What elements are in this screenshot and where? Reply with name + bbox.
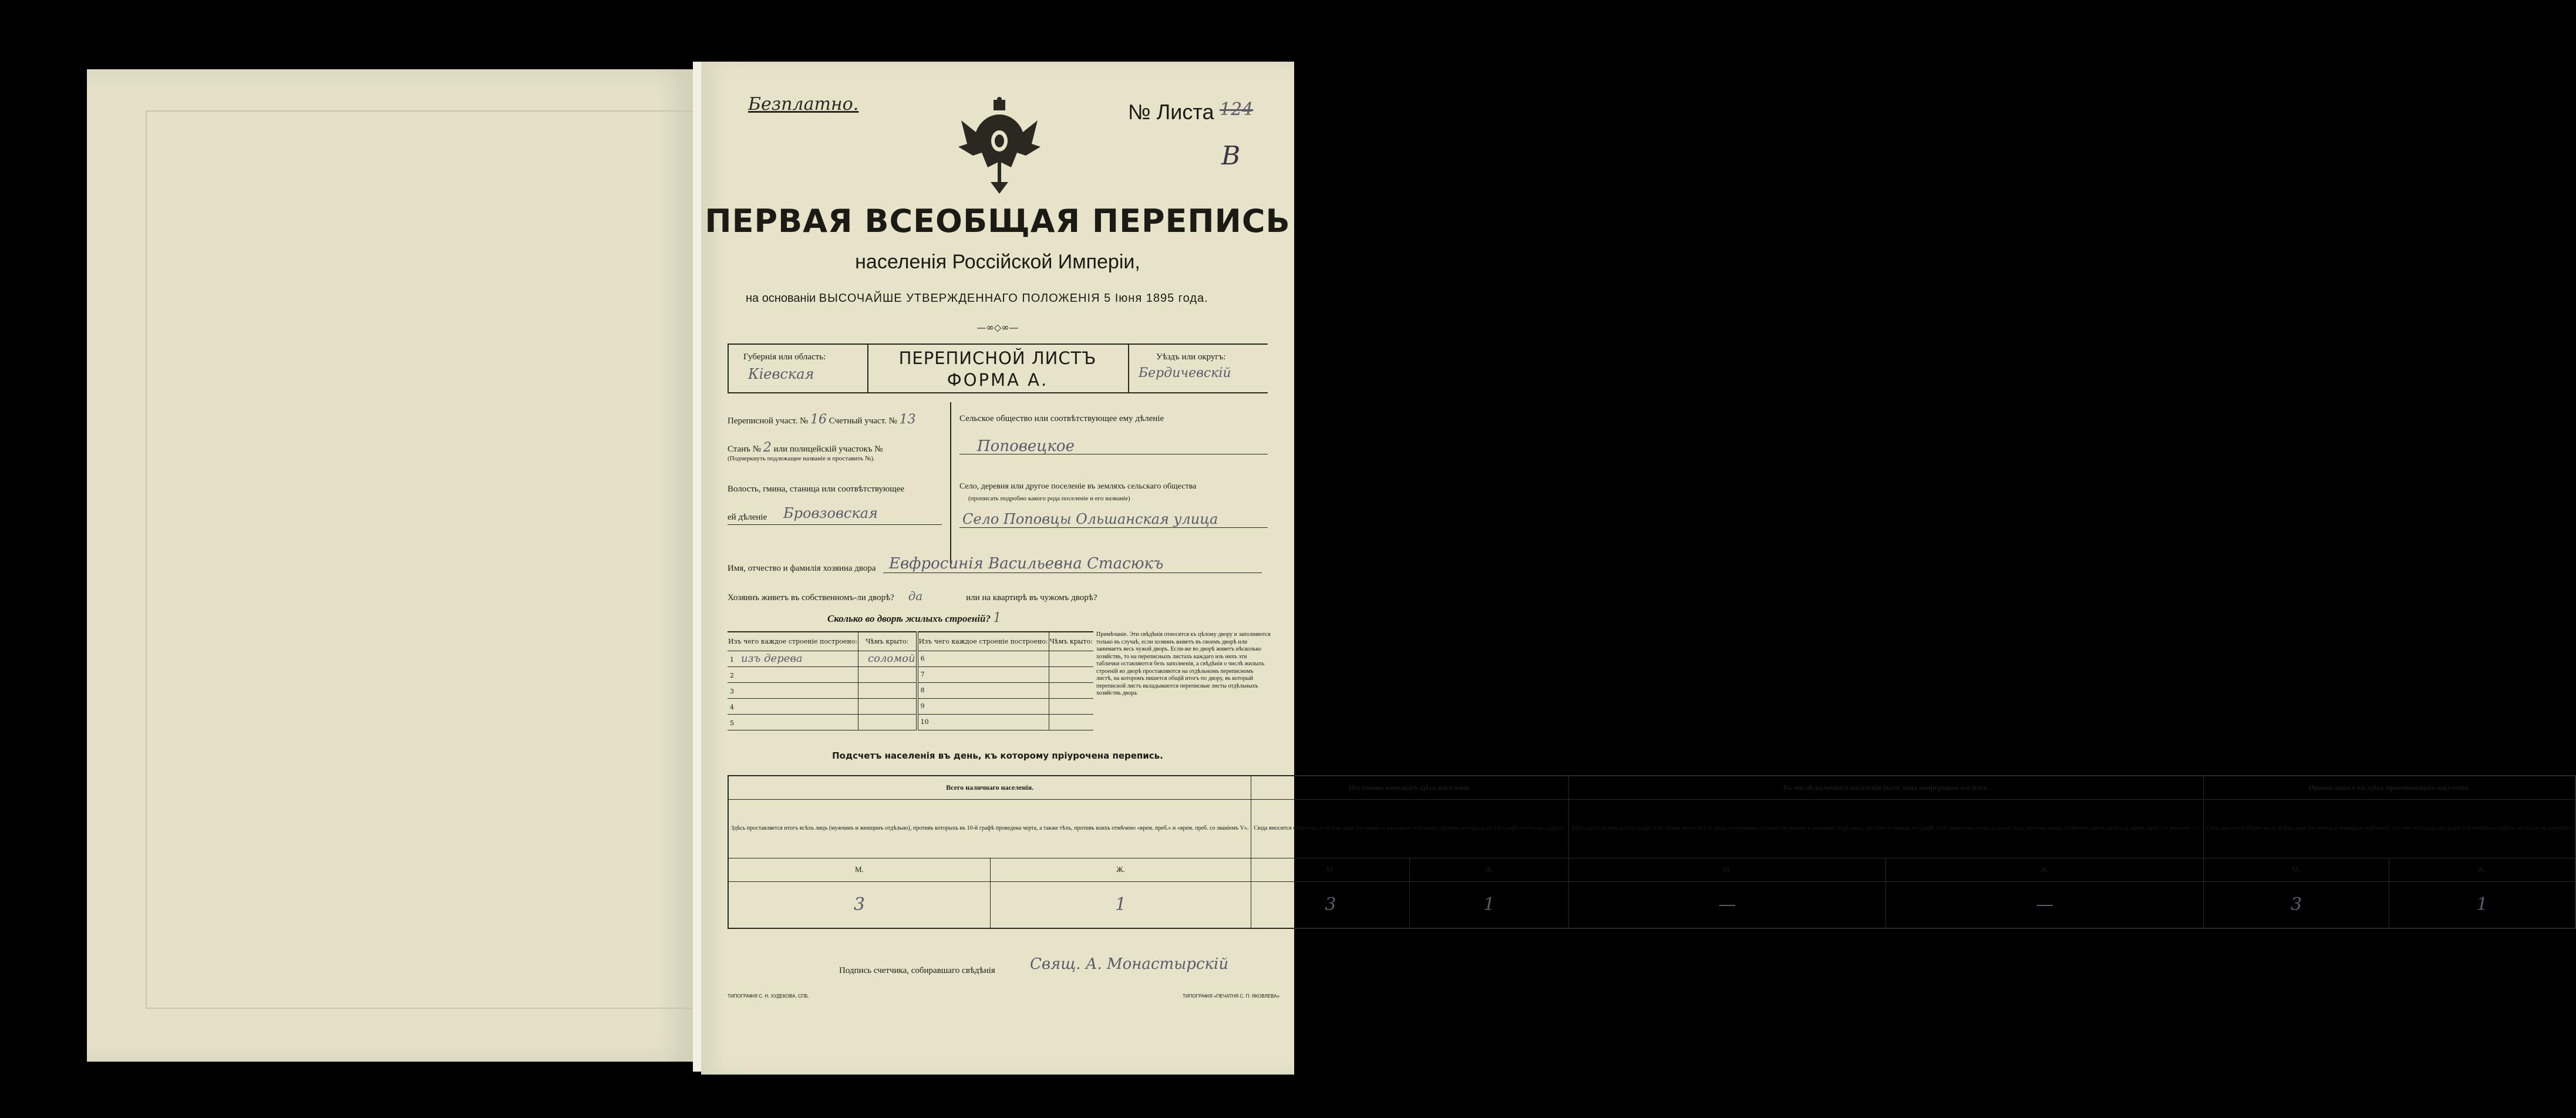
count-group-header: Постоянно живущаго здѣсь населенія.: [1251, 776, 1568, 799]
count-zh-label: Ж.: [2389, 858, 2575, 881]
buildings-cell: [1049, 666, 1093, 682]
buildings-cell: [858, 682, 917, 698]
sheet-number-value: 124: [1220, 99, 1254, 120]
buildings-cell: [728, 666, 858, 682]
count-zh-label: Ж.: [990, 858, 1251, 881]
count-zh-label: Ж.: [1886, 858, 2204, 881]
row-number: 2: [730, 672, 734, 679]
row-number: 6: [920, 655, 925, 662]
count-m-value: 3: [2204, 881, 2389, 928]
owner-label: Имя, отчество и фамилія хозяина двора: [728, 564, 876, 573]
sheet-mark: В: [1221, 141, 1241, 171]
society-label: Сельское общество или соотвѣтствующее ему дѣленіе: [959, 414, 1164, 423]
village-value: Село Поповцы Ольшанская улица: [962, 511, 1218, 527]
book-spine: [693, 62, 701, 1072]
count-group-header: Въ числѣ наличнаго населенія было лицъ непрерывно оселыхъ.: [1568, 776, 2203, 799]
district-label: Уѣздъ или округъ:: [1156, 352, 1226, 362]
buildings-cell: [728, 651, 858, 666]
buildings-cell: [917, 714, 1049, 730]
signature-label: Подпись счетчика, собиравшаго свѣдѣнія: [839, 966, 995, 975]
volost-label-2: ей дѣленіе: [728, 513, 767, 522]
buildings-cell: [1049, 714, 1093, 730]
handwritten-entry: соломой: [868, 652, 915, 665]
buildings-cell: [917, 698, 1049, 714]
buildings-cell: [728, 714, 858, 730]
free-label: Безплатно.: [748, 94, 859, 115]
province-value: Кіевская: [748, 366, 814, 382]
count-m-label: М.: [1251, 858, 1410, 881]
stan-value: 2: [763, 440, 772, 455]
buildings-cell: [917, 666, 1049, 682]
row-number: 10: [920, 718, 929, 726]
row-number: 9: [920, 702, 925, 710]
count-zh-value: 1: [990, 881, 1251, 928]
buildings-row: [728, 698, 1093, 714]
buildings-note: Примѣчаніе. Эти свѣдѣнія относятся къ цѣлому двору и заполняются только въ случаѣ, если хозяинъ живетъ въ своемъ дворѣ или занимаетъ весь чужой дворъ. Если-же во дворѣ живетъ нѣсколько хозяйствъ, то на переписныхъ листахъ каждаго изъ нихъ эти таблички оставляются безъ заполненія, а свѣдѣнія о числѣ жилыхъ строеній во дворѣ проставляются на отдѣльномъ переписномъ листѣ, на которомъ пишется общій итогъ по двору, въ который переписной листъ вкладываются переписные листы отдѣльныхъ хозяйствъ двора.: [1096, 631, 1271, 696]
count-zh-label: Ж.: [1410, 858, 1568, 881]
handwritten-entry: изъ дерева: [741, 652, 803, 665]
sheet-number-label: № Листа: [1128, 100, 1214, 124]
province-label: Губернія или область:: [743, 352, 826, 362]
count-group-desc: Здѣсь проставляется (изъ графы 6-й) общее число всѣхъ лицъ непрерывно оселыхъ (мужчинъ и женщинъ отдѣльно), противъ которыхъ въ графѣ 10-й проведена черта, а также тѣхъ, противъ коихъ отмѣчено «врем. преб.» и «врем. преб. со званіемъ V».: [1568, 799, 2203, 858]
buildings-cell: [917, 682, 1049, 698]
buildings-col-material-2: Изъ чего каждое строеніе построено:: [917, 632, 1049, 651]
buildings-cell: [858, 651, 917, 666]
row-number: 1: [730, 656, 734, 664]
count-group-header: Всего наличнаго населенія.: [728, 776, 1251, 799]
buildings-row: [728, 714, 1093, 730]
village-note: (прописать подробно какого рода поселеніе и его названіе): [968, 495, 1130, 502]
lives-value: да: [908, 589, 923, 603]
count-district-value: 13: [899, 412, 916, 427]
basis-prefix: на основаніи: [746, 292, 816, 305]
form-sheet-title: ПЕРЕПИСНОЙ ЛИСТЪ: [898, 348, 1097, 368]
stan-label: Станъ №: [728, 444, 762, 454]
row-number: 8: [920, 686, 925, 694]
buildings-row: [728, 666, 1093, 682]
buildings-row: [728, 651, 1093, 666]
buildings-row: [728, 682, 1093, 698]
count-zh-value: 1: [1410, 881, 1568, 928]
form-type: ФОРМА А.: [947, 370, 1049, 390]
society-value: Поповецкое: [977, 437, 1075, 455]
count-m-value: 3: [728, 881, 990, 928]
stan-note: (Подчеркнуть подлежащее названіе и проставить №).: [728, 455, 875, 462]
buildings-cell: [728, 682, 858, 698]
census-form-page: [701, 62, 2573, 1075]
volost-value: Бровзовская: [783, 505, 878, 521]
district-value: Бердичевскій: [1139, 366, 1231, 380]
stan-rest: или полицейскій участокъ №: [773, 444, 883, 454]
count-m-value: —: [1568, 881, 1886, 928]
buildings-cell: [1049, 682, 1093, 698]
owner-value: Евфросинія Васильевна Стасюкъ: [889, 555, 1164, 573]
count-group-header: Приписаннаго къ здѣсь проживающаго населенія.: [2204, 776, 2575, 799]
printer-left: ТИПОГРАФІЯ С. Н. ХУДЕКОВА, СПБ.: [728, 994, 810, 999]
buildings-col-material: Изъ чего каждое строеніе построено:: [728, 632, 858, 651]
row-number: 5: [730, 719, 734, 727]
count-group-desc: Сюда вносится общее число всѣхъ лицъ (мужчинъ и женщинъ отдѣльно), противъ которыхъ въ графѣ 9-й отмѣчено «здѣсь» и «здѣсь въ отлучкѣ».: [2204, 799, 2575, 858]
printer-right: ТИПОГРАФІЯ «ПЕЧАТНЯ С. П. ЯКОВЛЕВА»: [1183, 994, 1280, 999]
left-page-frame: [146, 110, 693, 1009]
lives-rest: или на квартирѣ въ чужомъ дворѣ?: [966, 593, 1097, 602]
buildings-cell: [858, 714, 917, 730]
basis-main: ВЫСОЧАЙШЕ УТВЕРЖДЕННАГО ПОЛОЖЕНІЯ 5 Іюня 1895 года.: [819, 292, 1208, 305]
signature-value: Свящ. А. Монастырскій: [1030, 955, 1229, 973]
village-label: Село, деревня или другое поселеніе въ земляхъ сельскаго общества: [959, 482, 1197, 491]
buildings-cell: [728, 698, 858, 714]
row-number: 4: [730, 703, 734, 711]
buildings-cell: [858, 666, 917, 682]
ornament-divider: —∞◇∞—: [976, 322, 1019, 333]
buildings-col-roof-2: Чѣмъ крыто:: [1049, 637, 1093, 645]
count-zh-value: —: [1886, 881, 2204, 928]
count-m-label: М.: [2204, 858, 2389, 881]
volost-label: Волость, гмина, станица или соотвѣтствующее: [728, 484, 905, 494]
form-title: ПЕРВАЯ ВСЕОБЩАЯ ПЕРЕПИСЬ: [705, 203, 1291, 240]
buildings-cell: [1049, 651, 1093, 666]
count-m-label: М.: [728, 858, 990, 881]
buildings-cell: [917, 651, 1049, 666]
buildings-cell: [858, 698, 917, 714]
count-district-label: Счетный участ. №: [829, 416, 897, 426]
buildings-col-roof: Чѣмъ крыто:: [858, 632, 917, 651]
buildings-value: 1: [993, 611, 1002, 625]
count-m-label: М.: [1568, 858, 1886, 881]
count-group-desc: Сюда вносится общее число всѣхъ лицъ (мужчинъ и женщинъ отдѣльно), противъ которыхъ въ 9-й графѣ отмѣчено «здѣсь».: [1251, 799, 1568, 858]
lives-label: Хозяинъ живетъ въ собственномъ-ли дворѣ?: [728, 593, 894, 602]
count-title: Подсчетъ населенія въ день, къ которому пріурочена перепись.: [832, 750, 1163, 761]
row-number: 3: [730, 688, 734, 695]
row-number: 7: [920, 671, 925, 678]
form-subtitle: населенія Россійской Имперіи,: [855, 251, 1140, 273]
buildings-cell: [1049, 698, 1093, 714]
buildings-table: [728, 631, 1093, 730]
imperial-eagle-emblem: [955, 97, 1043, 197]
census-district-value: 16: [810, 412, 827, 427]
census-district-label: Переписной участ. №: [728, 416, 809, 426]
count-group-desc: Здѣсь проставляется итогъ всѣхъ лицъ (мужчинъ и женщинъ отдѣльно), противъ которыхъ въ 10-й графѣ проведена черта, а также тѣхъ, противъ коихъ отмѣчено «врем. преб.» и «врем. преб. со званіемъ V».: [728, 799, 1251, 858]
buildings-label: Сколько во дворѣ жилыхъ строеній?: [827, 613, 991, 624]
count-m-value: 3: [1251, 881, 1410, 928]
count-zh-value: 1: [2389, 881, 2575, 928]
left-blank-page: [87, 69, 693, 1062]
population-count-table: [728, 775, 2576, 929]
